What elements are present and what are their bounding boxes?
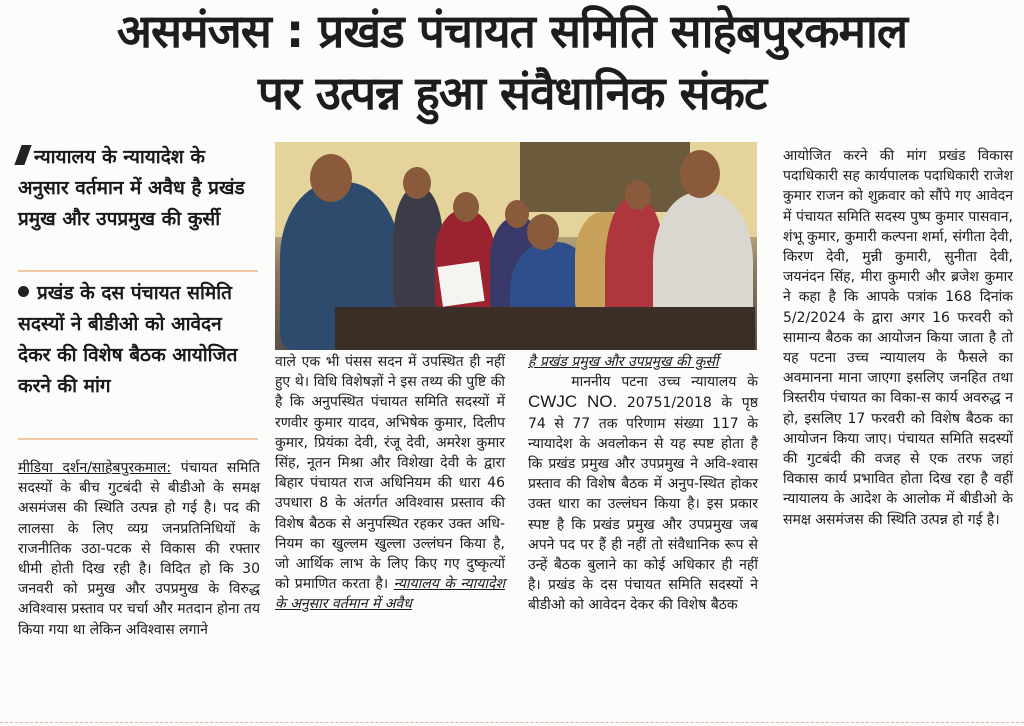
photo-document	[437, 261, 484, 306]
bottom-divider	[0, 722, 1024, 725]
headline	[0, 0, 1024, 138]
photo-person-head	[505, 200, 529, 228]
highlight-1-text: न्यायालय के न्यायादेश के अनुसार वर्तमान में अवैध है प्रखंड प्रमुख और उपप्रमुख की कुर्सी	[18, 146, 245, 230]
divider	[18, 438, 258, 440]
slash-icon	[14, 145, 31, 165]
column-4-text: आयोजित करने की मांग प्रखंड विकास पदाधिकारी सह कार्यपालक पदाधिकारी राजेश कुमार राजन को शुक्रवार को सौंपे गए आवेदन में पंचायत समिति सदस्य पुष्प कुमार पासवान, शंभू कुमार, कुमारी कल्पना शर्मा, संगीता देवी, किरण देवी, मुन्नी कुमारी, सुनीता देवी, जयनंदन सिंह, मीरा कुमारी और ब्रजेश कुमार ने कहा है कि आपके पत्रांक 168 दिनांक 5/2/2024 के द्वारा अगर 16 फरवरी को सामान्य बैठक का आयोजन किया जाता है तो यह पटना उच्च न्यायालय के फैसले का अवमानना माना जाएगा इसलिए जनहित तथा त्रिस्तरीय पंचायत का विका-स कार्य अवरुद्ध न हो, इसलिए 17 फरवरी को विशेष बैठक का आयोजन किया जाए। पंचायत समिति सदस्यों की गुटबंदी की वजह से एक तरफ जहां विकास कार्य प्रभावित होता दिख रहा है वहीं न्यायालय के आदेश के आलोक में बीडीओ के समक्ष असमंजस की स्थिति उत्पन्न हो गई है।	[783, 148, 1013, 528]
photo-board	[520, 142, 690, 212]
column-1-text: पंचायत समिति सदस्यों के बीच गुटबंदी से बीडीओ के समक्ष असमंजस की स्थिति उत्पन्न हो गई है। पद की लालसा के लिए व्यग्र जनप्रतिनिधियों के राजनीतिक उठा-पटक से विकास की रफ्तार धीमी होती दिख रही है। विदित हो कि 30 जनवरी को प्रमुख और उपप्रमुख के विरुद्ध अविश्वास प्रस्ताव पर चर्चा और मतदान होना तय किया गया था लेकिन अविश्वास लगाने	[18, 460, 260, 638]
photo-person-head	[403, 167, 431, 199]
headline-line-2: पर उत्पन्न हुआ संवैधानिक संकट	[257, 66, 767, 120]
subhead-part-1: न्यायालय के न्यायादेश के अनुसार वर्तमान में अवैध	[275, 576, 505, 613]
column-3-intro: माननीय पटना उच्च न्यायालय के	[571, 374, 758, 391]
photo-person-head	[680, 150, 720, 198]
column-3-text: 20751/2018 के पृष्ठ 74 से 77 तक परिणाम संख्या 117 के न्यायादेश के अवलोकन से यह स्पष्ट होता है कि प्रखंड प्रमुख और उपप्रमुख ने अवि-श्वास प्रस्ताव की विशेष बैठक में अनुप-स्थित होकर उक्त धारा का उल्लंघन किया है। इस प्रकार स्पष्ट है कि प्रखंड प्रमुख और उपप्रमुख जब अपने पद पर हैं ही नहीं तो संवैधानिक रूप से उन्हें बैठक बुलाने का कोई अधिकार ही नहीं है। प्रखंड के दस पंचायत समिति सदस्यों ने बीडीओ को आवेदन देकर की विशेष बैठक	[528, 395, 759, 614]
column-4	[783, 146, 1013, 530]
photo-table	[335, 307, 755, 350]
highlight-1	[18, 142, 260, 270]
divider	[18, 270, 258, 272]
case-number: CWJC NO.	[528, 392, 618, 412]
headline-line-1: असमंजस : प्रखंड पंचायत समिति साहेबपुरकमाल	[116, 4, 908, 58]
news-photo	[275, 142, 757, 350]
column-3	[528, 352, 758, 616]
column-2	[275, 352, 505, 615]
photo-person-head	[625, 180, 651, 210]
photo-person-head	[453, 192, 479, 222]
dateline: मीडिया दर्शन/साहेबपुरकमाल:	[18, 460, 172, 476]
highlight-2-text: प्रखंड के दस पंचायत समिति सदस्यों ने बीडीओ को आवेदन देकर की विशेष बैठक आयोजित करने की मांग	[18, 282, 238, 397]
highlight-2	[18, 278, 260, 433]
subhead-part-2: है प्रखंड प्रमुख और उपप्रमुख की कुर्सी	[528, 354, 719, 370]
photo-person-head	[527, 214, 559, 250]
column-1	[18, 458, 260, 640]
photo-person-head	[310, 154, 352, 202]
column-2-text: वाले एक भी पंसस सदन में उपस्थित ही नहीं हुए थे। विधि विशेषज्ञों ने इस तथ्य की पुष्टि की है कि अनुपस्थित पंचायत समिति सदस्यों में रणवीर कुमार यादव, अभिषेक कुमार, दिलीप कुमार, प्रियंका देवी, रंजू देवी, अमरेश कुमार सिंह, नूतन मिश्रा और विशेखा देवी के द्वारा बिहार पंचायत राज अधिनियम की धारा 46 उपधारा 8 के अंतर्गत अविश्वास प्रस्ताव की विशेष बैठक से अनुपस्थित रहकर उक्त अधि-नियम का खुल्लम खुल्ला उल्लंघन किया है, जो आर्थिक लाभ के लिए किए गए दुष्कृत्यों को प्रमाणित करता है।	[275, 354, 505, 593]
bullet-icon	[18, 286, 29, 297]
